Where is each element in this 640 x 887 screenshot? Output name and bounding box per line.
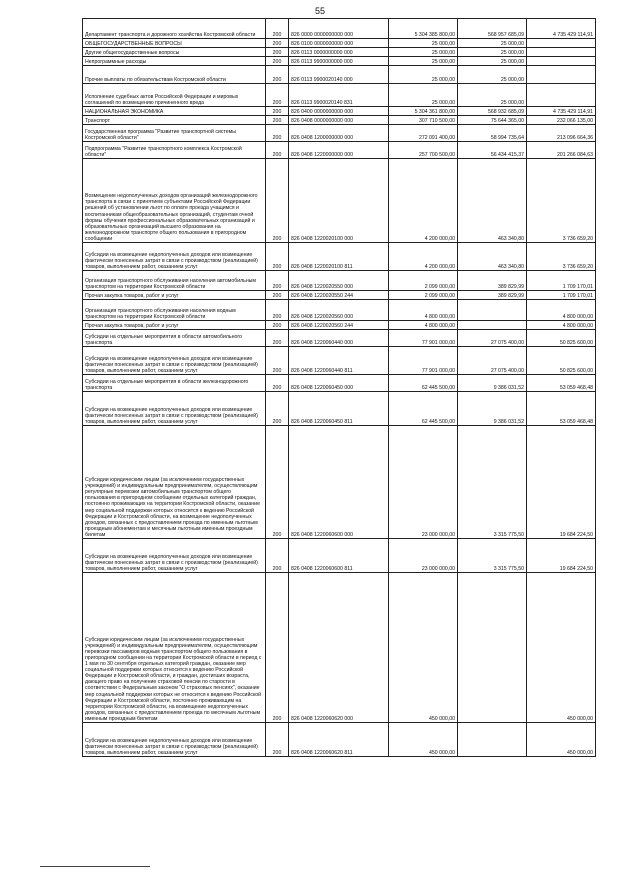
- table-row: [83, 19, 596, 39]
- cell-name: Организация транспортного обслуживания населения автомобильным транспортом на территории Костромской области: [83, 271, 266, 291]
- cell-rest: 450 000,00: [527, 573, 596, 723]
- cell-code: 200: [266, 142, 289, 159]
- cell-rest: 232 066 135,00: [527, 116, 596, 125]
- cell-plan: 77 901 000,00: [389, 347, 458, 375]
- cell-plan: 307 710 500,00: [389, 116, 458, 125]
- cell-plan: 23 000 000,00: [389, 426, 458, 539]
- cell-kbk: 826 0408 1220020560 244: [289, 321, 389, 330]
- cell-rest: 450 000,00: [527, 723, 596, 757]
- cell-rest: [527, 39, 596, 48]
- cell-name: Государственная программа "Развитие транспортной системы Костромской области": [83, 125, 266, 142]
- cell-code: 200: [266, 321, 289, 330]
- table-row: [83, 57, 596, 66]
- cell-kbk: 826 0408 1220020550 244: [289, 291, 389, 300]
- cell-code: 200: [266, 57, 289, 66]
- cell-code: 200: [266, 48, 289, 57]
- cell-code: 200: [266, 66, 289, 84]
- table-row: [83, 66, 596, 84]
- cell-name: Субсидии на возмещение недополученных доходов или возмещение фактически понесенных затрат в связи с производством (реализацией) товаров, выполнением работ, оказанием услуг: [83, 539, 266, 573]
- cell-kbk: 826 0100 0000000000 000: [289, 39, 389, 48]
- cell-kbk: 826 0408 1220060600 811: [289, 539, 389, 573]
- table-row: [83, 142, 596, 159]
- cell-fact: 9 386 031,52: [458, 375, 527, 392]
- cell-name: Субсидии на отдельные мероприятия в области автомобильного транспорта: [83, 330, 266, 347]
- table-row: [83, 48, 596, 57]
- cell-kbk: 826 0400 0000000000 000: [289, 107, 389, 116]
- cell-fact: 568 957 685,09: [458, 19, 527, 39]
- table-row: [83, 116, 596, 125]
- cell-kbk: 826 0113 9900020140 831: [289, 84, 389, 107]
- cell-plan: 4 800 000,00: [389, 321, 458, 330]
- cell-fact: 27 075 400,00: [458, 347, 527, 375]
- cell-kbk: 826 0408 1220000000 000: [289, 142, 389, 159]
- cell-code: 200: [266, 125, 289, 142]
- cell-name: Организация транспортного обслуживания населения водным транспортом на территории Костромской области: [83, 300, 266, 321]
- cell-kbk: 826 0408 1220060450 811: [289, 392, 389, 426]
- cell-name: Субсидии на возмещение недополученных доходов или возмещение фактически понесенных затрат в связи с производством (реализацией) товаров, выполнением работ, оказанием услуг: [83, 392, 266, 426]
- cell-kbk: 826 0408 1220060620 000: [289, 573, 389, 723]
- cell-plan: 5 304 361 800,00: [389, 107, 458, 116]
- cell-name: Прочая закупка товаров, работ и услуг: [83, 321, 266, 330]
- cell-rest: 201 266 084,63: [527, 142, 596, 159]
- cell-rest: 4 800 000,00: [527, 321, 596, 330]
- cell-fact: 389 829,99: [458, 271, 527, 291]
- cell-fact: [458, 573, 527, 723]
- cell-kbk: 826 0408 1220060600 000: [289, 426, 389, 539]
- cell-plan: 25 000,00: [389, 84, 458, 107]
- cell-name: Субсидии на возмещение недополученных доходов или возмещение фактически понесенных затрат в связи с производством (реализацией) товаров, выполнением работ, оказанием услуг: [83, 347, 266, 375]
- table-row: [83, 723, 596, 757]
- cell-plan: 4 200 000,00: [389, 159, 458, 243]
- table-row: [83, 321, 596, 330]
- cell-fact: 25 000,00: [458, 39, 527, 48]
- cell-kbk: 826 0408 1220060450 000: [289, 375, 389, 392]
- cell-plan: 5 304 385 800,00: [389, 19, 458, 39]
- cell-fact: 3 315 775,50: [458, 539, 527, 573]
- cell-fact: 56 434 415,37: [458, 142, 527, 159]
- table-row: [83, 291, 596, 300]
- cell-plan: 25 000,00: [389, 39, 458, 48]
- cell-code: 200: [266, 159, 289, 243]
- cell-code: 200: [266, 271, 289, 291]
- cell-code: 200: [266, 426, 289, 539]
- cell-rest: 19 684 224,50: [527, 426, 596, 539]
- cell-plan: 25 000,00: [389, 57, 458, 66]
- cell-fact: 9 386 031,52: [458, 392, 527, 426]
- table-row: [83, 375, 596, 392]
- cell-plan: 2 099 000,00: [389, 271, 458, 291]
- page-number: 55: [314, 6, 325, 16]
- cell-name: ОБЩЕГОСУДАРСТВЕННЫЕ ВОПРОСЫ: [83, 39, 266, 48]
- cell-kbk: 826 0408 0000000000 000: [289, 116, 389, 125]
- cell-rest: [527, 66, 596, 84]
- cell-code: 200: [266, 573, 289, 723]
- cell-rest: 19 684 224,50: [527, 539, 596, 573]
- cell-kbk: 826 0000 0000000000 000: [289, 19, 389, 39]
- cell-name: Субсидии юридическим лицам (за исключением государственных учреждений) и индивидуальным предпринимателям, осуществляющим перевозки пассажиров водным транспортом общего пользования в пригородном сообщении на территории Костромской области в период с 1 мая по 30 сентября отдельных категорий граждан, оказание мер социальной поддержки которых относится к ведению Российской Федерации и Костромской области, и граждан, достигших возраста, дающего право на получение страховой пенсии по старости в соответствии с Федеральным законом "О страховых пенсиях", оказание мер социальной поддержки которых не относится к ведению Российской Федерации и Костромской области, постоянно проживающим на территории Костромской области, на возмещение недополученных доходов, связанных с предоставлением проезда по месячным льготным именным проездным билетам: [83, 573, 266, 723]
- cell-plan: 62 445 500,00: [389, 392, 458, 426]
- cell-rest: [527, 48, 596, 57]
- table-row: [83, 347, 596, 375]
- cell-rest: 4 735 429 114,91: [527, 107, 596, 116]
- cell-code: 200: [266, 723, 289, 757]
- table-row: [83, 426, 596, 539]
- table-row: [83, 84, 596, 107]
- cell-name: Субсидии на возмещение недополученных доходов или возмещение фактически понесенных затрат в связи с производством (реализацией) товаров, выполнением работ, оказанием услуг: [83, 723, 266, 757]
- cell-plan: 4 200 000,00: [389, 243, 458, 271]
- cell-name: Субсидии на отдельные мероприятия в области железнодорожного транспорта: [83, 375, 266, 392]
- cell-fact: 58 994 735,64: [458, 125, 527, 142]
- cell-name: Департамент транспорта и дорожного хозяйства Костромской области: [83, 19, 266, 39]
- cell-rest: 3 736 659,20: [527, 243, 596, 271]
- cell-plan: 23 000 000,00: [389, 539, 458, 573]
- cell-code: 200: [266, 539, 289, 573]
- cell-fact: 568 932 685,09: [458, 107, 527, 116]
- table-row: [83, 159, 596, 243]
- cell-rest: 3 736 659,20: [527, 159, 596, 243]
- cell-name: Другие общегосударственные вопросы: [83, 48, 266, 57]
- cell-kbk: 826 0408 1220020100 811: [289, 243, 389, 271]
- cell-name: Непрограммные расходы: [83, 57, 266, 66]
- table-row: [83, 243, 596, 271]
- cell-kbk: 826 0408 1200000000 000: [289, 125, 389, 142]
- cell-fact: 75 644 365,00: [458, 116, 527, 125]
- cell-code: 200: [266, 375, 289, 392]
- cell-code: 200: [266, 347, 289, 375]
- cell-rest: 53 059 468,48: [527, 375, 596, 392]
- table-row: [83, 539, 596, 573]
- cell-plan: 25 000,00: [389, 66, 458, 84]
- cell-name: Прочие выплаты по обязательствам Костромской области: [83, 66, 266, 84]
- cell-name: Прочая закупка товаров, работ и услуг: [83, 291, 266, 300]
- cell-rest: 4 735 429 114,91: [527, 19, 596, 39]
- cell-code: 200: [266, 19, 289, 39]
- cell-plan: 77 901 000,00: [389, 330, 458, 347]
- cell-code: 200: [266, 243, 289, 271]
- budget-table: [82, 18, 596, 757]
- cell-plan: 62 445 500,00: [389, 375, 458, 392]
- cell-fact: 25 000,00: [458, 48, 527, 57]
- cell-code: 200: [266, 107, 289, 116]
- cell-kbk: 826 0408 1220020100 000: [289, 159, 389, 243]
- cell-fact: 27 075 400,00: [458, 330, 527, 347]
- cell-plan: 257 700 500,00: [389, 142, 458, 159]
- cell-plan: 450 000,00: [389, 723, 458, 757]
- footnote-rule: [40, 866, 150, 867]
- cell-code: 200: [266, 39, 289, 48]
- cell-kbk: 826 0408 1220060440 000: [289, 330, 389, 347]
- cell-fact: [458, 723, 527, 757]
- cell-rest: 1 709 170,01: [527, 291, 596, 300]
- cell-rest: [527, 84, 596, 107]
- table-row: [83, 300, 596, 321]
- cell-name: НАЦИОНАЛЬНАЯ ЭКОНОМИКА: [83, 107, 266, 116]
- cell-fact: [458, 300, 527, 321]
- cell-code: 200: [266, 291, 289, 300]
- cell-code: 200: [266, 116, 289, 125]
- cell-kbk: 826 0408 1220020560 000: [289, 300, 389, 321]
- table-row: [83, 271, 596, 291]
- table-row: [83, 39, 596, 48]
- cell-kbk: 826 0113 9900020140 000: [289, 66, 389, 84]
- cell-fact: 25 000,00: [458, 57, 527, 66]
- cell-fact: 389 829,99: [458, 291, 527, 300]
- cell-plan: 4 800 000,00: [389, 300, 458, 321]
- table-row: [83, 107, 596, 116]
- cell-kbk: 826 0408 1220020550 000: [289, 271, 389, 291]
- cell-fact: 463 340,80: [458, 243, 527, 271]
- cell-rest: [527, 57, 596, 66]
- cell-code: 200: [266, 84, 289, 107]
- cell-fact: [458, 321, 527, 330]
- cell-fact: 25 000,00: [458, 66, 527, 84]
- cell-code: 200: [266, 330, 289, 347]
- cell-name: Исполнение судебных актов Российской Федерации и мировых соглашений по возмещению причиненного вреда: [83, 84, 266, 107]
- cell-name: Возмещение недополученных доходов организаций железнодорожного транспорта в связи с принятием субъектами Российской Федерации решений об установлении льгот по оплате проезда учащимся и воспитанникам общеобразовательных организаций, студентам очной формы обучения профессиональных образовательных организаций и образовательных организаций высшего образования на железнодорожном транспорте общего пользования в пригородном сообщении: [83, 159, 266, 243]
- cell-kbk: 826 0113 9900000000 000: [289, 57, 389, 66]
- cell-plan: 2 099 000,00: [389, 291, 458, 300]
- cell-rest: 4 800 000,00: [527, 300, 596, 321]
- cell-rest: 50 825 600,00: [527, 330, 596, 347]
- cell-rest: 50 825 600,00: [527, 347, 596, 375]
- cell-rest: 213 096 664,36: [527, 125, 596, 142]
- cell-name: Субсидии юридическим лицам (за исключением государственных учреждений) и индивидуальным предпринимателям, осуществляющим регулярные перевозки автомобильным транспортом общего пользования в пригородном сообщении отдельных категорий граждан, постоянно проживающих на территории Костромской области, оказание мер социальной поддержки которых относится к ведению Российской Федерации и Костромской области, на возмещение недополученных доходов, связанных с предоставлением проезда по именным льготным проездным абонементам и месячным льготным именным проездным билетам: [83, 426, 266, 539]
- cell-kbk: 826 0408 1220060620 811: [289, 723, 389, 757]
- cell-rest: 53 059 468,48: [527, 392, 596, 426]
- cell-fact: 463 340,80: [458, 159, 527, 243]
- cell-fact: 3 315 775,50: [458, 426, 527, 539]
- cell-plan: 25 000,00: [389, 48, 458, 57]
- table-row: [83, 330, 596, 347]
- cell-rest: 1 709 170,01: [527, 271, 596, 291]
- table-row: [83, 573, 596, 723]
- cell-plan: 450 000,00: [389, 573, 458, 723]
- cell-name: Субсидии на возмещение недополученных доходов или возмещение фактически понесенных затрат в связи с производством (реализацией) товаров, выполнением работ, оказанием услуг: [83, 243, 266, 271]
- cell-code: 200: [266, 392, 289, 426]
- cell-kbk: 826 0408 1220060440 811: [289, 347, 389, 375]
- cell-code: 200: [266, 300, 289, 321]
- cell-fact: 25 000,00: [458, 84, 527, 107]
- cell-plan: 272 091 400,00: [389, 125, 458, 142]
- cell-name: Транспорт: [83, 116, 266, 125]
- cell-name: Подпрограмма "Развитие транспортного комплекса Костромской области": [83, 142, 266, 159]
- table-row: [83, 125, 596, 142]
- cell-kbk: 826 0113 0000000000 000: [289, 48, 389, 57]
- table-row: [83, 392, 596, 426]
